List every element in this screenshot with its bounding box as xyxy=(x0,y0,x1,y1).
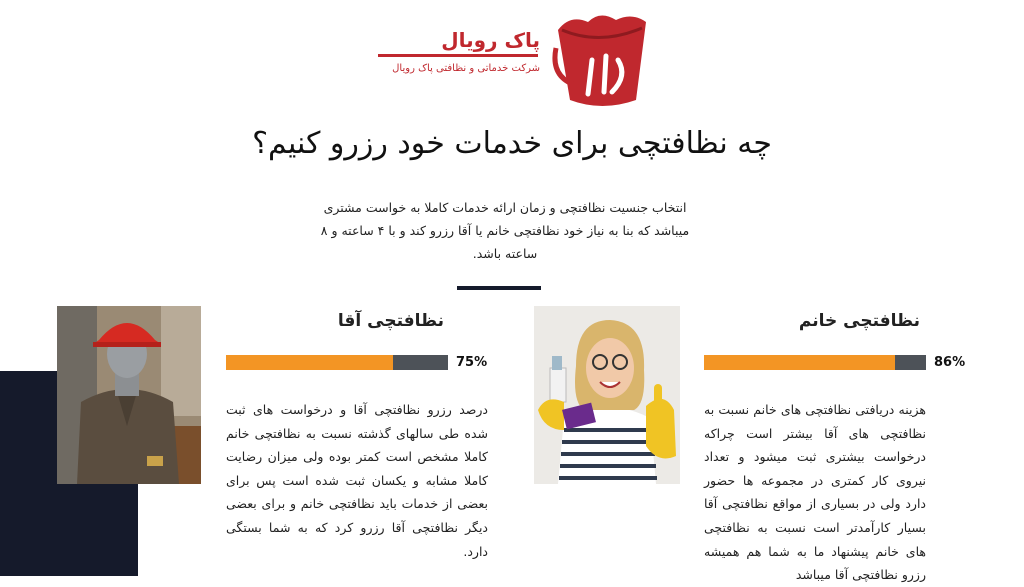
female-progress-fill xyxy=(704,355,895,370)
male-progress-fill xyxy=(226,355,393,370)
logo-underline xyxy=(378,54,538,57)
male-description: درصد رزرو نظافتچی آقا و درخواست های ثبت شده طی سالهای گذشته نسبت به نظافتچی خانم کاملا مشخص است کمتر بوده ولی میزان رضایت کاملا مشابه و یکسان ثبت شده است پس برای بعضی از خدمات باید نظافتچی خانم و برای بعضی دیگر نظافتچی آقا رزرو کرد که به شما بستگی دارد. xyxy=(226,402,488,559)
female-cleaner-photo xyxy=(534,306,680,484)
male-percent-label: 75% xyxy=(456,355,488,370)
female-percent-label: 86% xyxy=(934,355,966,370)
bucket-icon xyxy=(548,8,652,108)
logo-tagline: شرکت خدماتی و نظافتی پاک رویال xyxy=(392,63,540,74)
male-card-title: نظافتچی آقا xyxy=(337,311,444,331)
male-cleaner-photo xyxy=(57,306,201,484)
female-card-title: نظافتچی خانم xyxy=(798,311,920,331)
intro-paragraph: انتخاب جنسیت نظافتچی و زمان ارائه خدمات کاملا به خواست مشتری میباشد که بنا به نیاز خود نظافتچی خانم یا آقا رزرو کند و با ۴ ساعته و ۸ ساعته باشد. xyxy=(320,200,690,261)
male-progress-bar xyxy=(226,355,448,370)
female-progress-bar xyxy=(704,355,926,370)
page-title: چه نظافتچی برای خدمات خود رزرو کنیم؟ xyxy=(252,126,772,161)
logo-name: پاک رویال xyxy=(441,28,540,52)
logo[interactable] xyxy=(370,6,660,106)
title-divider xyxy=(457,286,541,290)
female-description: هزینه دریافتی نظافتچی های خانم نسبت به نظافتچی های آقا بیشتر است چراکه درخواست بیشتری ثبت میشود و تعداد نیروی کار کمتری در مجموعه ها حضور دارد ولی در بسیاری از مواقع نظافتچی آقا بسیار کارآمدتر است نسبت به نظافتچی های خانم پیشنهاد ما به شما هم همیشه رزرو نظافتچی آقا میباشد xyxy=(704,402,926,583)
